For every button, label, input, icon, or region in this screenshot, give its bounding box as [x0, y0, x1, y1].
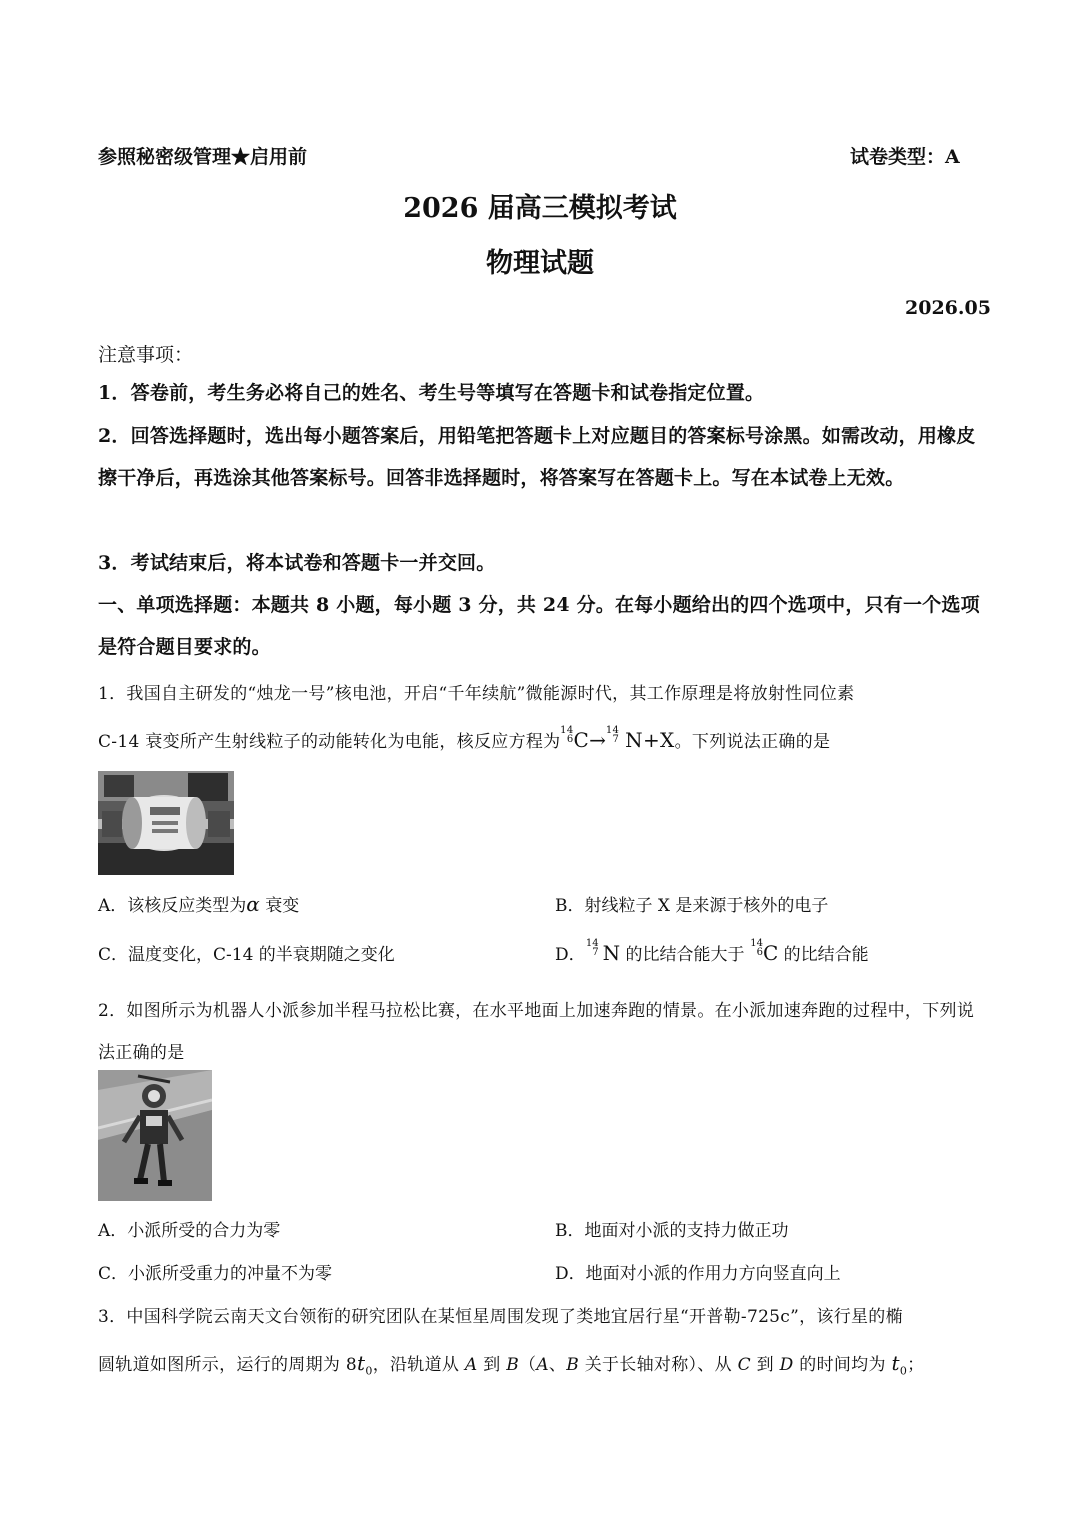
q2-stem: 2．如图所示为机器人小派参加半程马拉松比赛，在水平地面上加速奔跑的情景。在小派加速奔跑的过程中，下列说法正确的是: [98, 1001, 975, 1063]
q2-option-b: B．地面对小派的支持力做正功: [555, 1221, 789, 1241]
q2-option-c: C．小派所受重力的冲量不为零: [98, 1264, 333, 1284]
notice-heading: 注意事项：: [98, 344, 194, 366]
exam-title: 2026 届高三模拟考试: [403, 193, 677, 224]
c14-isotope: 14 6: [560, 724, 574, 745]
confidential-label: 参照秘密级管理★启用前: [98, 146, 308, 168]
q2-option-a: A．小派所受的合力为零: [98, 1221, 281, 1241]
exam-date: 2026.05: [905, 297, 991, 319]
q3-stem-line1: 3．中国科学院云南天文台领衔的研究团队在某恒星周围发现了类地宜居行星“开普勒-725c”，该行星的椭: [98, 1307, 903, 1327]
q1-stem-line1: 1．我国自主研发的“烛龙一号”核电池，开启“千年续航”微能源时代，其工作原理是将放射性同位素: [98, 684, 855, 704]
n14-isotope: 14 7: [605, 724, 620, 745]
q1-option-c: C．温度变化，C-14 的半衰期随之变化: [98, 945, 395, 965]
q2-option-d: D．地面对小派的作用力方向竖直向上: [555, 1264, 841, 1284]
q1-option-d: D． 14 7 N 的比结合能大于 14 6 C 的比结合能: [555, 937, 869, 965]
exam-subject: 物理试题: [486, 248, 594, 279]
nuclear-battery-image: [98, 771, 234, 875]
nuclear-battery-photo: [98, 771, 234, 875]
q1-option-a: A．该核反应类型为α 衰变: [98, 892, 300, 916]
robot-runner-photo: [98, 1070, 212, 1201]
notice-item-3: 3．考试结束后，将本试卷和答题卡一并交回。: [98, 552, 496, 574]
notice-item-2: 2．回答选择题时，选出每小题答案后，用铅笔把答题卡上对应题目的答案标号涂黑。如需改动，用橡皮擦干净后，再选涂其他答案标号。回答非选择题时，将答案写在答题卡上。写在本试卷上无效。: [98, 425, 976, 489]
q3-stem-line2: 圆轨道如图所示，运行的周期为 $8t_0$，沿轨道从 A 到 B（A、B 关于长轴对称）、从 C 到 D 的时间均为 $t_0$；: [98, 1351, 925, 1378]
section-heading: 一、单项选择题：本题共 8 小题，每小题 3 分，共 24 分。在每小题给出的四个选项中，只有一个选项是符合题目要求的。: [98, 594, 980, 658]
q1-stem-line2: C-14 衰变所产生射线粒子的动能转化为电能，核反应方程为 14 6 C→ 14 7 N+X。下列说法正确的是: [98, 724, 831, 752]
paper-type-label: 试卷类型：A: [850, 146, 960, 168]
notice-item-1: 1．答卷前，考生务必将自己的姓名、考生号等填写在答题卡和试卷指定位置。: [98, 382, 765, 404]
q1-option-b: B．射线粒子 X 是来源于核外的电子: [555, 896, 829, 916]
robot-runner-image: [98, 1070, 212, 1201]
